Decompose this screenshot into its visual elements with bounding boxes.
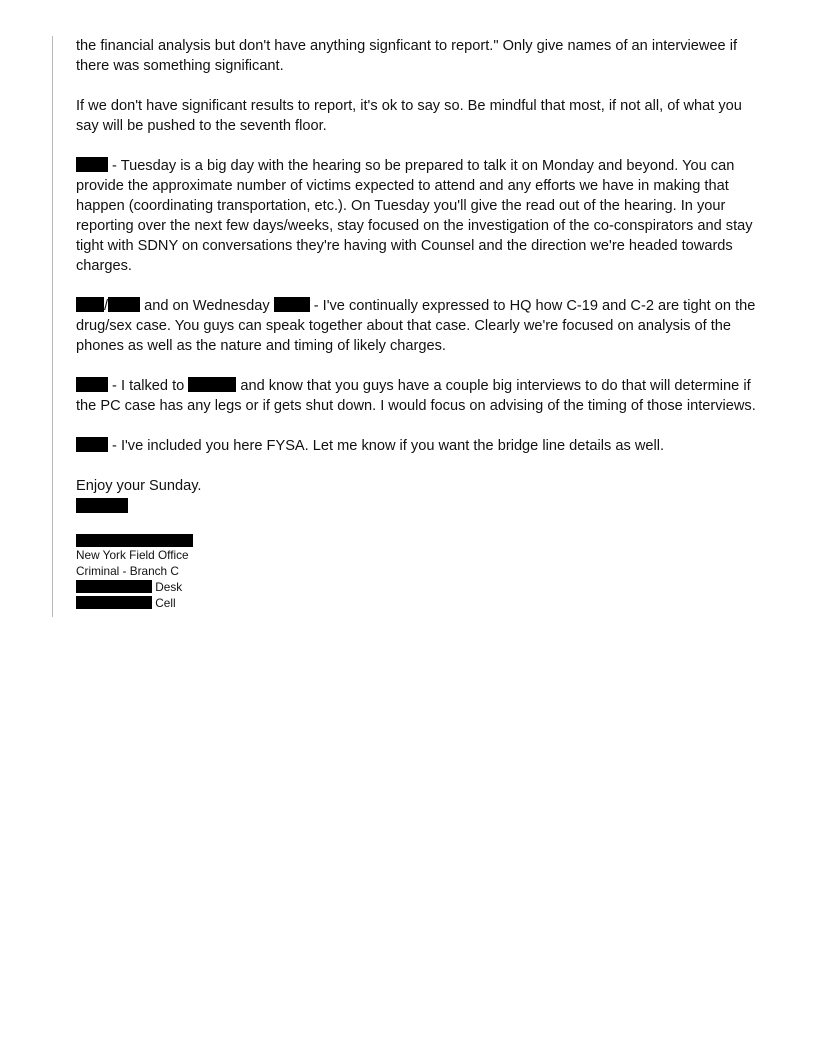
redaction-box	[108, 297, 140, 312]
paragraph-text: the financial analysis but don't have anything signficant to report." Only give names of an interviewee if there was something significant.	[76, 38, 738, 74]
redaction-box	[76, 157, 108, 172]
signature-desk-line	[76, 579, 766, 595]
paragraph	[76, 96, 766, 136]
paragraph-text: - Tuesday is a big day with the hearing so be prepared to talk it on Monday and beyond. You can provide the approximate number of victims expected to attend and any efforts we have in making that happen (coordinating transportation, etc.). On Tuesday you'll give the read out of the hearing. In your reporting over the next few days/weeks, stay focused on the investigation of the co-conspirators and stay tight with SDNY on conversations they're having with Counsel and the direction we're headed towards charges.	[76, 158, 753, 274]
redaction-signature-name	[76, 534, 193, 547]
redaction-box	[76, 437, 108, 452]
signature-branch: Criminal - Branch C	[76, 564, 179, 578]
quote-bar	[52, 36, 53, 617]
paragraph	[76, 376, 766, 416]
signature-desk-label: Desk	[155, 580, 183, 594]
signature-cell-line	[76, 595, 766, 611]
paragraphs	[76, 36, 766, 496]
redaction-box	[76, 377, 108, 392]
paragraph-text: If we don't have significant results to report, it's ok to say so. Be mindful that most, if not all, of what you say will be pushed to the seventh floor.	[76, 98, 742, 134]
redaction-cell-number	[76, 596, 152, 609]
paragraph-text: and on Wednesday	[140, 298, 274, 314]
redaction-desk-number	[76, 580, 152, 593]
paragraph-text: and know that you guys have a couple big interviews to do that will determine if the PC case has any legs or if gets shut down. I would focus on advising of the timing of those interviews.	[76, 378, 756, 414]
paragraph	[76, 296, 766, 356]
paragraph-text: /	[104, 298, 109, 314]
redaction-box	[188, 377, 236, 392]
paragraph-text: - I've included you here FYSA. Let me know if you want the bridge line details as well.	[108, 438, 665, 454]
paragraph-text: - I talked to	[108, 378, 189, 394]
paragraph	[76, 156, 766, 276]
redaction-signoff	[76, 498, 128, 513]
signature-cell-label: Cell	[155, 596, 176, 610]
signature-office: New York Field Office	[76, 548, 189, 562]
paragraph-text: Enjoy your Sunday.	[76, 478, 202, 494]
email-body	[76, 36, 766, 611]
paragraph	[76, 436, 766, 456]
redaction-box	[274, 297, 310, 312]
paragraph	[76, 476, 766, 496]
paragraph	[76, 36, 766, 76]
signature-block	[76, 496, 766, 611]
redaction-box	[76, 297, 104, 312]
paragraph-text: - I've continually expressed to HQ how C-19 and C-2 are tight on the drug/sex case. You guys can speak together about that case. Clearly we're focused on analysis of the phones as well as the nature and timing of likely charges.	[76, 298, 756, 354]
